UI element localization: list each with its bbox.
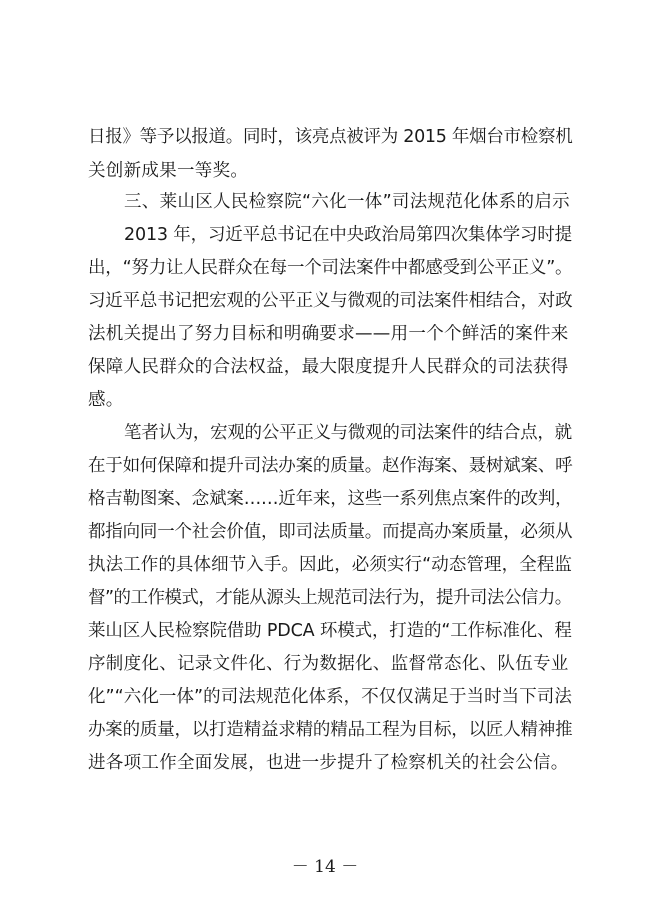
body-line-16: 莱山区人民检察院借助 PDCA 环模式，打造的“工作标准化、程 [88, 621, 572, 641]
page-number: － 14 － [291, 857, 359, 877]
body-line-7: 法机关提出了努力目标和明确要求——用一个个鲜活的案件来 [88, 324, 569, 344]
body-line-17: 序制度化、记录文件化、行为数据化、监督常态化、队伍专业 [88, 654, 569, 674]
body-line-8: 保障人民群众的合法权益，最大限度提升人民群众的司法获得 [88, 357, 569, 377]
body-line-1: 日报》等予以报道。同时，该亮点被评为 2015 年烟台市检察机 [88, 127, 573, 147]
body-line-5: 出，“努力让人民群众在每一个司法案件中都感受到公平正义”。 [88, 258, 573, 278]
body-line-20: 进各项工作全面发展，也进一步提升了检察机关的社会公信。 [88, 753, 569, 773]
body-line-4: 2013 年，习近平总书记在中央政治局第四次集体学习时提 [124, 225, 572, 245]
body-line-19: 办案的质量，以打造精益求精的精品工程为目标，以匠人精神推 [88, 720, 573, 740]
body-line-13: 都指向同一个社会价值，即司法质量。而提高办案质量，必须从 [88, 522, 573, 542]
body-line-2: 关创新成果一等奖。 [88, 161, 249, 181]
body-line-18: 化”“六化一体”的司法规范化体系，不仅仅满足于当时当下司法 [88, 687, 572, 707]
body-line-12: 格吉勒图案、念斌案……近年来，这些一系列焦点案件的改判， [88, 489, 573, 509]
body-line-11: 在于如何保障和提升司法办案的质量。赵作海案、聂树斌案、呼 [88, 456, 573, 476]
section-heading: 三、莱山区人民检察院“六化一体”司法规范化体系的启示 [124, 192, 570, 212]
body-line-14: 执法工作的具体细节入手。因此，必须实行“动态管理，全程监 [88, 555, 572, 575]
body-line-9: 感。 [88, 390, 124, 410]
body-line-6: 习近平总书记把宏观的公平正义与微观的司法案件相结合，对政 [88, 291, 573, 311]
body-line-10: 笔者认为，宏观的公平正义与微观的司法案件的结合点，就 [124, 423, 572, 443]
body-line-15: 督”的工作模式，才能从源头上规范司法行为，提升司法公信力。 [88, 588, 572, 608]
